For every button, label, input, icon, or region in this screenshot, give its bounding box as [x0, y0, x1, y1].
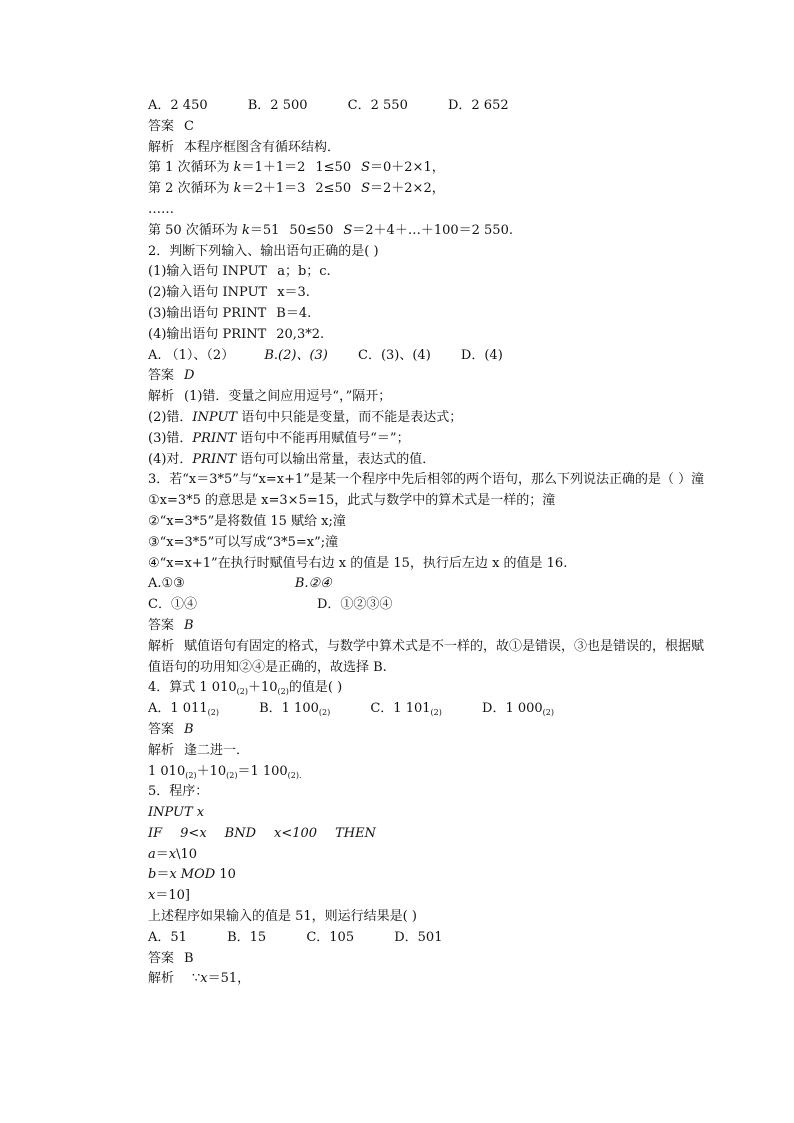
- code-token: \10: [176, 846, 198, 862]
- code-token: a: [148, 846, 156, 862]
- q5-question: 上述程序如果输入的值是 51，则运行结果是( ): [148, 909, 417, 925]
- q4-options: [148, 699, 708, 720]
- q3-statement-4: ④“x=x+1”在执行时赋值号右边 x 的值是 15，执行后左边 x 的值是 16.: [148, 555, 568, 571]
- stem-text: 4．算式 1 010: [148, 680, 237, 696]
- q4-option-b: B．1 100: [259, 701, 319, 717]
- analysis-label: 解析: [148, 638, 175, 654]
- analysis-text: (4)对．: [148, 451, 193, 467]
- q2-options: [148, 346, 708, 367]
- calc-text: ＋10: [196, 763, 227, 779]
- q2-item-1: [148, 262, 708, 283]
- q5-code-line-2: [148, 824, 708, 845]
- code-token: ＝10]: [155, 888, 190, 904]
- answer-label: 答案: [148, 950, 175, 966]
- q5-answer: [148, 949, 708, 970]
- q3-option-b: B.②④: [294, 576, 332, 592]
- code-token: BND: [224, 825, 257, 841]
- q3-option-c: C．①④: [148, 597, 197, 613]
- code-token: 9<x: [180, 825, 207, 841]
- q1-loop-1: [148, 158, 708, 179]
- analysis-text: 本程序框图含有循环结构．: [184, 139, 341, 155]
- q3-analysis: [148, 637, 708, 679]
- q1-ellipsis: ……: [148, 201, 174, 217]
- var-k: k: [233, 181, 242, 197]
- q3-option-d: D．①②③④: [316, 597, 393, 613]
- answer-value: B: [184, 617, 194, 633]
- loop-cond: 1≤50: [315, 160, 352, 176]
- code-token: ＝: [156, 867, 170, 883]
- loop-cond: 2≤50: [315, 181, 352, 197]
- answer-value: C: [184, 118, 194, 134]
- q2-option-c: C．(3)、(4): [358, 347, 431, 363]
- analysis-label: 解析: [148, 389, 175, 405]
- loop-text: ＝0＋2×1，: [370, 160, 445, 176]
- item-code: x＝3.: [277, 285, 310, 301]
- q2-item-4: [148, 325, 708, 346]
- q2-option-d: D．(4): [460, 347, 503, 363]
- loop-text: ＝51: [249, 222, 280, 238]
- code-token: IF: [148, 825, 163, 841]
- q3-statement-3: ③“x=3*5”可以写成“3*5=x”;潼: [148, 534, 339, 550]
- q2-analysis-2: [148, 408, 708, 429]
- var-k: k: [241, 222, 250, 238]
- base-subscript: (2): [430, 708, 442, 718]
- var-x: x: [200, 971, 208, 987]
- base-subscript: (2): [318, 708, 331, 718]
- q1-option-b: B．2 500: [247, 98, 308, 113]
- q5-option-c: C．105: [306, 929, 355, 945]
- var-s: S: [361, 181, 371, 197]
- q3-options-row-1: [148, 574, 708, 595]
- base-subscript: (2): [236, 687, 248, 697]
- q5-stem: 5．程序：: [148, 784, 209, 800]
- loop-cond: 50≤50: [289, 222, 334, 238]
- analysis-text: 赋值语句有固定的格式，与数学中算术式是不一样的，故①是错误，③也是错误的，根据赋值语句的功用知②④是正确的，故选择 B.: [148, 638, 705, 675]
- q5-option-d: D．501: [394, 929, 443, 945]
- calc-text: ＝1 100: [237, 763, 288, 779]
- var-s: S: [361, 160, 371, 176]
- analysis-text: 逢二进一．: [184, 742, 250, 758]
- item-label: (2)输入语句 INPUT: [148, 285, 268, 301]
- q2-option-b: B.(2)、(3): [264, 347, 328, 363]
- analysis-text: 语句中只能是变量，而不能是表达式；: [237, 409, 463, 425]
- q3-options-row-2: [148, 595, 708, 616]
- loop-text: ＝1＋1＝2: [241, 160, 306, 176]
- keyword: INPUT: [192, 409, 238, 425]
- q2-analysis-1: [148, 387, 708, 408]
- answer-value: B: [184, 721, 194, 737]
- q5-option-a: A．51: [148, 929, 187, 945]
- q5-analysis: [148, 969, 708, 990]
- q5-option-b: B．15: [227, 929, 267, 945]
- q3-answer: [148, 616, 708, 637]
- base-subscript: (2): [226, 770, 238, 780]
- q1-option-a: A．2 450: [148, 98, 208, 113]
- answer-label: 答案: [148, 118, 175, 134]
- q4-option-c: C．1 101: [370, 701, 431, 717]
- q1-analysis: [148, 138, 708, 159]
- q4-answer: [148, 720, 708, 741]
- document-page: [148, 96, 708, 990]
- q1-option-d: D．2 652: [447, 98, 509, 113]
- q4-option-d: D．1 000: [482, 701, 543, 717]
- q2-analysis-4: [148, 450, 708, 471]
- q2-analysis-3: [148, 429, 708, 450]
- q4-option-a: A．1 011: [148, 701, 208, 717]
- code-token: x: [148, 888, 156, 904]
- q2-answer: [148, 366, 708, 387]
- q1-loop-2: [148, 179, 708, 200]
- q2-option-a: A. （1）、（2）: [148, 347, 235, 363]
- q2-stem: 2．判断下列输入、输出语句正确的是( ): [148, 243, 379, 259]
- answer-value: B: [184, 950, 194, 966]
- code-token: x<100: [274, 825, 318, 841]
- item-label: (3)输出语句 PRINT: [148, 305, 267, 321]
- item-label: (1)输入语句 INPUT: [148, 264, 268, 280]
- answer-label: 答案: [148, 721, 175, 737]
- keyword: PRINT: [192, 451, 237, 467]
- code-token: ＝: [155, 846, 169, 862]
- code-token: x: [168, 846, 177, 862]
- q4-stem: [148, 678, 708, 699]
- q3-stem: 3．若“x＝3*5”与“x=x+1”是某一个程序中先后相邻的两个语句，那么下列说法正确的是（ ）潼: [148, 472, 705, 488]
- q3-statement-1: ①x=3*5 的意思是 x=3×5=15，此式与数学中的算术式是一样的；潼: [148, 493, 556, 509]
- stem-text: ＋10: [247, 680, 278, 696]
- base-subscript: (2): [542, 708, 554, 718]
- base-subscript: (2): [277, 687, 289, 697]
- q5-code-line-5: [148, 886, 708, 907]
- q5-code-line-3: [148, 845, 708, 866]
- analysis-text: (2)错．: [148, 409, 193, 425]
- base-subscript: (2): [185, 770, 197, 780]
- analysis-text: 语句中不能再用赋值号“＝”；: [236, 430, 410, 446]
- q1-options: [148, 96, 708, 117]
- item-code: a；b；c.: [277, 264, 331, 280]
- code-token: 10: [215, 867, 236, 883]
- analysis-text: ＝51，: [207, 971, 251, 987]
- q1-answer: [148, 117, 708, 138]
- var-s: S: [343, 222, 353, 238]
- q3-statement-2: ②“x=3*5”是将数值 15 赋给 x;潼: [148, 513, 346, 529]
- answer-label: 答案: [148, 617, 175, 633]
- loop-text: ＝2＋4＋…＋100＝2 550.: [352, 222, 513, 238]
- var-k: k: [233, 160, 242, 176]
- loop-text: ＝2＋2×2，: [370, 181, 445, 197]
- analysis-label: 解析: [148, 742, 175, 758]
- code-token: x MOD: [169, 867, 216, 883]
- item-code: B＝4.: [276, 305, 312, 321]
- analysis-label: 解析: [148, 139, 175, 155]
- q1-loop-50: [148, 221, 708, 242]
- q5-code-line-1: INPUT x: [148, 805, 205, 821]
- analysis-text: (3)错．: [148, 430, 193, 446]
- stem-text: 的值是( ): [288, 680, 343, 696]
- q2-item-3: [148, 304, 708, 325]
- analysis-text: (1)错．变量之间应用逗号“，”隔开；: [184, 389, 392, 405]
- loop-text: 第 50 次循环为: [148, 222, 242, 238]
- loop-text: ＝2＋1＝3: [241, 181, 306, 197]
- analysis-text: 语句可以输出常量，表达式的值．: [236, 451, 436, 467]
- base-subscript: (2).: [287, 770, 302, 780]
- analysis-text: ∵: [192, 971, 201, 987]
- code-token: THEN: [335, 825, 376, 841]
- q4-calculation: [148, 762, 708, 783]
- answer-label: 答案: [148, 368, 175, 384]
- answer-value: D: [184, 368, 195, 384]
- code-token: b: [148, 867, 157, 883]
- q1-option-c: C．2 550: [347, 98, 408, 113]
- q4-analysis: [148, 741, 708, 762]
- item-label: (4)输出语句 PRINT: [148, 326, 267, 342]
- item-code: 20,3*2.: [276, 326, 325, 342]
- analysis-label: 解析: [148, 971, 175, 987]
- q5-options: [148, 928, 708, 949]
- loop-text: 第 1 次循环为: [148, 160, 234, 176]
- keyword: PRINT: [192, 430, 237, 446]
- q5-code-line-4: [148, 865, 708, 886]
- q2-item-2: [148, 283, 708, 304]
- q3-option-a: A.①③: [148, 576, 185, 592]
- loop-text: 第 2 次循环为: [148, 181, 234, 197]
- calc-text: 1 010: [148, 763, 186, 779]
- base-subscript: (2): [207, 708, 219, 718]
